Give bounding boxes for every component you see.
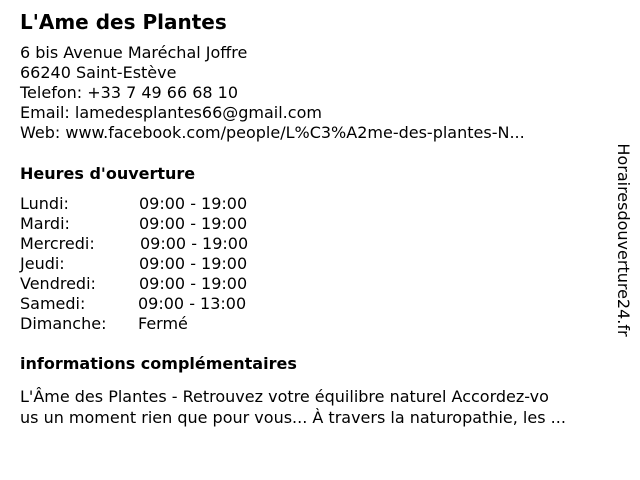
address-city: 66240 Saint-Estève	[20, 63, 177, 82]
time-value: 09:00 - 13:00	[138, 294, 247, 313]
contact-block	[20, 43, 525, 143]
day-label: Mercredi:	[20, 234, 95, 253]
email-address[interactable]: Email: lamedesplantes66@gmail.com	[20, 103, 322, 122]
time-value: 09:00 - 19:00	[139, 214, 248, 233]
info-line: us un moment rien que pour vous... À travers la naturopathie, les ...	[20, 408, 566, 427]
business-name: L'Ame des Plantes	[20, 10, 227, 34]
day-label: Lundi:	[20, 194, 69, 213]
address-street: 6 bis Avenue Maréchal Joffre	[20, 43, 248, 62]
info-heading: informations complémentaires	[20, 354, 297, 373]
day-label: Samedi:	[20, 294, 86, 313]
phone-number[interactable]: Telefon: +33 7 49 66 68 10	[20, 83, 239, 102]
site-watermark: Horairesdouverture24.fr	[614, 143, 633, 337]
info-text	[20, 386, 620, 428]
day-label: Mardi:	[20, 214, 70, 233]
time-value: 09:00 - 19:00	[139, 254, 248, 273]
time-value: 09:00 - 19:00	[139, 194, 248, 213]
day-label: Jeudi:	[20, 254, 65, 273]
day-label: Dimanche:	[20, 314, 107, 333]
time-value: 09:00 - 19:00	[139, 274, 248, 293]
hours-heading: Heures d'ouverture	[20, 164, 196, 183]
info-line: L'Âme des Plantes - Retrouvez votre équilibre naturel Accordez-vo	[20, 387, 549, 406]
time-value: Fermé	[138, 314, 188, 333]
time-value: 09:00 - 19:00	[140, 234, 249, 253]
day-label: Vendredi:	[20, 274, 96, 293]
website-link[interactable]: Web: www.facebook.com/people/L%C3%A2me-des-plantes-N...	[20, 123, 525, 142]
